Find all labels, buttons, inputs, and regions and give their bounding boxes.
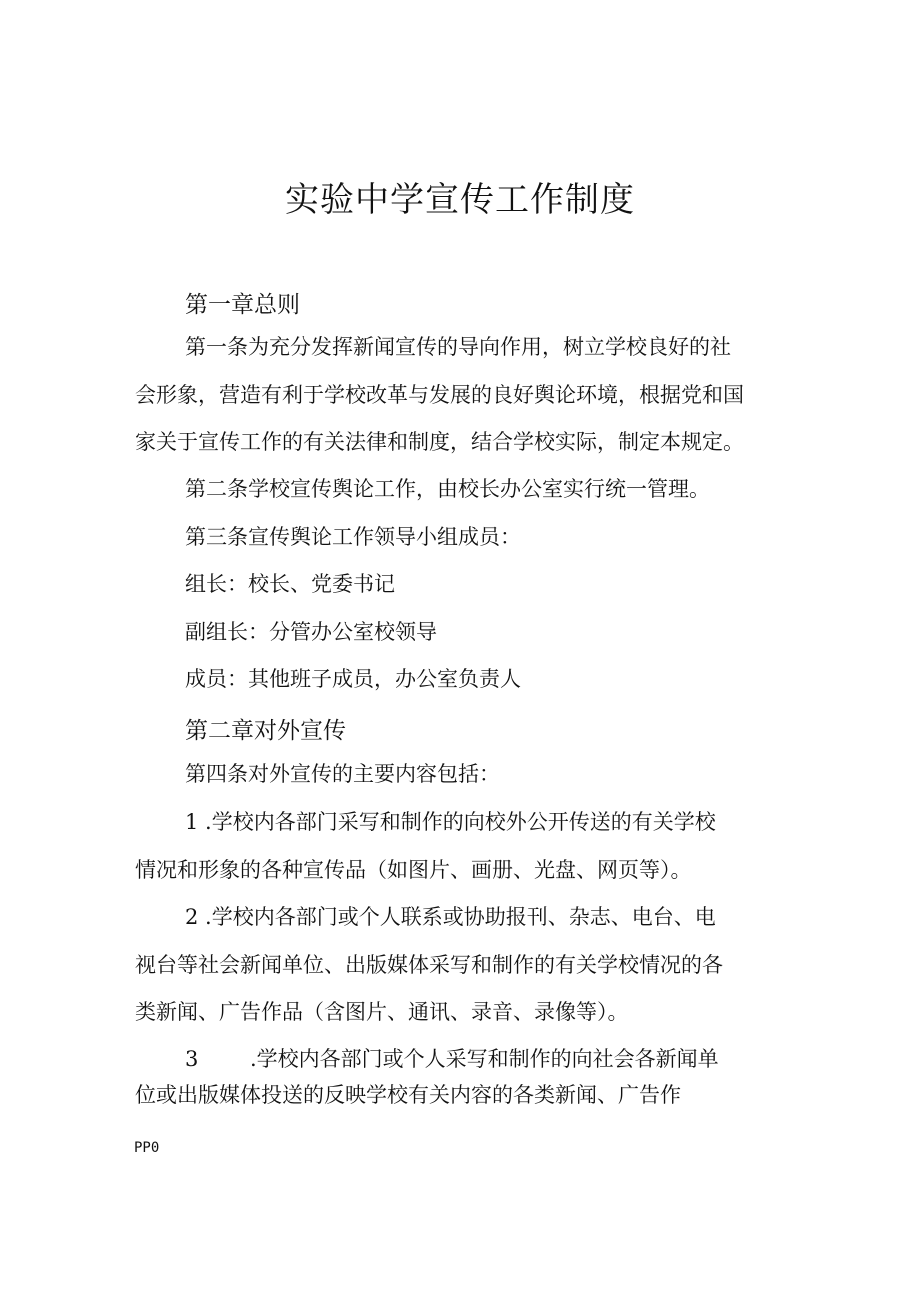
members-line: 成员：其他班子成员，办公室负责人 bbox=[185, 667, 521, 691]
deputy-leader-line: 副组长：分管办公室校领导 bbox=[185, 620, 437, 644]
article-3: 第三条宣传舆论工作领导小组成员： bbox=[185, 525, 521, 549]
item-2-line-3: 类新闻、广告作品（含图片、通讯、录音、录像等）。 bbox=[135, 1000, 629, 1024]
item-1-line-2: 情况和形象的各种宣传品（如图片、画册、光盘、网页等）。 bbox=[135, 858, 692, 882]
item-1-line-1: 1 .学校内各部门采写和制作的向校外公开传送的有关学校 bbox=[185, 810, 716, 834]
article-1-line-3: 家关于宣传工作的有关法律和制度，结合学校实际，制定本规定。 bbox=[135, 430, 744, 454]
leader-line: 组长：校长、党委书记 bbox=[185, 572, 395, 596]
article-2: 第二条学校宣传舆论工作，由校长办公室实行统一管理。 bbox=[185, 477, 710, 501]
article-1-line-2: 会形象，营造有利于学校改革与发展的良好舆论环境，根据党和国 bbox=[135, 383, 744, 407]
item-3-number: 3 bbox=[185, 1047, 199, 1071]
article-1-line-1: 第一条为充分发挥新闻宣传的导向作用，树立学校良好的社 bbox=[185, 335, 731, 359]
item-2-line-2: 视台等社会新闻单位、出版媒体采写和制作的有关学校情况的各 bbox=[135, 953, 723, 977]
document-title: 实验中学宣传工作制度 bbox=[285, 180, 635, 220]
item-3-line-2: 位或出版媒体投送的反映学校有关内容的各类新闻、广告作 bbox=[135, 1083, 681, 1107]
item-3-line-1: .学校内各部门或个人采写和制作的向社会各新闻单 bbox=[250, 1047, 719, 1071]
chapter-1-heading: 第一章总则 bbox=[185, 292, 300, 318]
page-footer: PP0 bbox=[134, 1140, 160, 1156]
item-2-line-1: 2 .学校内各部门或个人联系或协助报刊、杂志、电台、电 bbox=[185, 905, 716, 929]
article-4: 第四条对外宣传的主要内容包括： bbox=[185, 762, 500, 786]
chapter-2-heading: 第二章对外宣传 bbox=[185, 718, 346, 744]
